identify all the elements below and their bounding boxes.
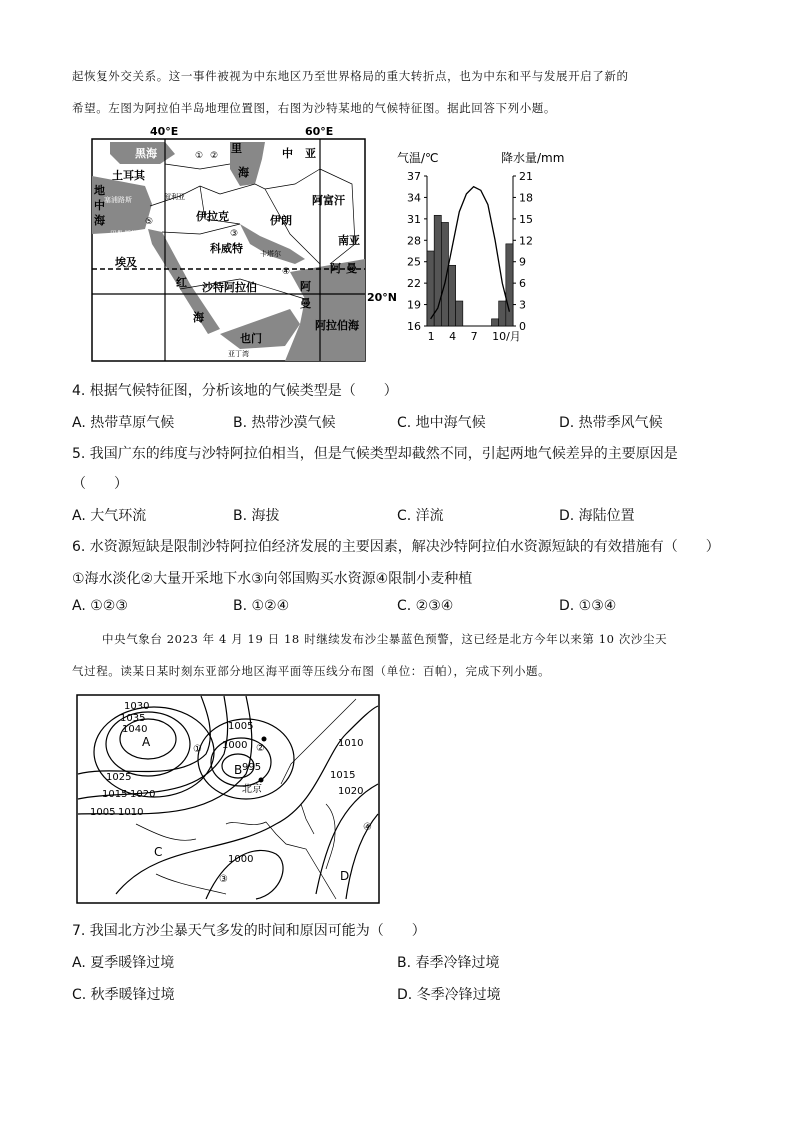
passage2-line2: 气过程。读某日某时刻东亚部分地区海平面等压线分布图（单位：百帕），完成下列小题。 [72, 664, 551, 678]
mark-4: ④ [363, 822, 372, 833]
label-iraq: 伊拉克 [196, 210, 229, 223]
isobar-1000-b: 1000 [228, 854, 254, 865]
passage1-line2: 希望。左图为阿拉伯半岛地理位置图，右图为沙特某地的气候特征图。据此回答下列小题。 [72, 101, 556, 115]
q7-option-a[interactable]: A. 夏季暖锋过境 [72, 955, 175, 971]
temp-tick-label: 19 [407, 298, 421, 312]
label-caspian-2: 海 [238, 166, 249, 179]
isobar-1010-b: 1010 [338, 738, 364, 749]
precip-bar [441, 222, 448, 326]
precip-axis-label: 降水量/mm [501, 151, 565, 165]
q5-stem: 5. 我国广东的纬度与沙特阿拉伯相当，但是气候类型却截然不同，引起两地气候差异的主要原因是 [72, 446, 678, 462]
isobar-1025: 1025 [106, 772, 132, 783]
isobar-1040: 1040 [122, 724, 148, 735]
lon-40-label: 40°E [150, 125, 179, 138]
letter-b: B [234, 763, 243, 777]
x-tick-label: 1 [427, 330, 435, 343]
label-caspian: 里 [231, 142, 242, 155]
label-aden: 亚丁湾 [228, 350, 249, 358]
isobar-1000: 1000 [222, 740, 248, 751]
x-tick-label: 10/月 [492, 330, 521, 343]
climate-chart [395, 148, 585, 348]
label-black-sea: 黑海 [135, 147, 157, 160]
mark-2: ② [210, 151, 219, 161]
temp-tick-label: 31 [407, 212, 421, 226]
isobar-995: 995 [242, 762, 262, 773]
label-cyprus: 塞浦路斯 [104, 196, 132, 204]
label-kuwait: 科威特 [210, 242, 243, 255]
precip-bar [506, 244, 513, 326]
isobar-1005-b: 1005 [228, 721, 254, 732]
isobar-1030: 1030 [124, 701, 150, 712]
precip-tick-label: 9 [519, 255, 526, 269]
label-red-1: 红 [176, 276, 187, 289]
q7-stem: 7. 我国北方沙尘暴天气多发的时间和原因可能为（ ） [72, 923, 426, 939]
q6-option-b[interactable]: B. ①②④ [233, 598, 290, 614]
passage2-line1: 中央气象台 2023 年 4 月 19 日 18 时继续发布沙尘暴蓝色预警，这已经是北方今年以来第 10 次沙尘天 [102, 632, 668, 646]
letter-a: A [142, 735, 151, 749]
precip-bar [499, 301, 506, 326]
letter-d: D [340, 869, 350, 883]
label-central-asia: 中 [282, 147, 293, 160]
label-egypt: 埃及 [115, 256, 137, 269]
label-qatar: 卡塔尔 [260, 250, 281, 258]
passage1-line1: 起恢复外交关系。这一事件被视为中东地区乃至世界格局的重大转折点，也为中东和平与发展开启了新的 [72, 69, 629, 83]
precip-bar [492, 319, 499, 326]
label-turkey: 土耳其 [112, 169, 145, 182]
q5-option-b[interactable]: B. 海拔 [233, 508, 280, 524]
label-red-2: 海 [193, 311, 204, 324]
temp-tick-label: 28 [407, 234, 421, 248]
x-tick-label: 4 [449, 330, 457, 343]
label-central-asia-2: 亚 [305, 147, 316, 160]
label-oman-2: 曼 [300, 297, 311, 310]
isobar-1015: 1015 [102, 789, 128, 800]
label-med-3: 海 [94, 214, 105, 227]
q5-option-a[interactable]: A. 大气环流 [72, 508, 147, 524]
label-saudi: 沙特阿拉伯 [202, 281, 257, 294]
isobar-1020-b: 1020 [338, 786, 364, 797]
label-syria: 叙利亚 [164, 193, 185, 201]
label-yemen: 也门 [240, 332, 262, 345]
precip-bar [456, 301, 463, 326]
q4-option-d[interactable]: D. 热带季风气候 [559, 415, 663, 431]
q7-option-b[interactable]: B. 春季冷锋过境 [397, 955, 500, 971]
q7-option-d[interactable]: D. 冬季冷锋过境 [397, 987, 501, 1003]
q5-option-c[interactable]: C. 洋流 [397, 508, 444, 524]
mark-4: ④ [282, 267, 291, 277]
isobar-1015-b: 1015 [330, 770, 356, 781]
precip-tick-label: 21 [519, 170, 533, 183]
precip-tick-label: 3 [519, 298, 526, 312]
x-tick-label: 7 [470, 330, 478, 343]
precip-tick-label: 6 [519, 277, 526, 291]
isobar-map [76, 694, 380, 904]
temp-tick-label: 34 [407, 191, 421, 205]
precip-bar [434, 215, 441, 326]
precip-tick-label: 12 [519, 234, 533, 248]
q6-stem: 6. 水资源短缺是限制沙特阿拉伯经济发展的主要因素，解决沙特阿拉伯水资源短缺的有效措施有（ ） [72, 539, 720, 555]
temp-tick-label: 22 [407, 277, 421, 291]
precip-tick-label: 0 [519, 320, 526, 333]
temp-tick-label: 25 [407, 255, 421, 269]
q7-option-c[interactable]: C. 秋季暖锋过境 [72, 987, 175, 1003]
mark-2: ② [256, 743, 265, 754]
isobar-1020: 1020 [130, 789, 156, 800]
q4-option-a[interactable]: A. 热带草原气候 [72, 415, 175, 431]
q6-option-a[interactable]: A. ①②③ [72, 598, 128, 614]
mark-3: ③ [230, 229, 239, 239]
label-palestine: 巴勒斯坦 [110, 230, 138, 238]
arabian-peninsula-map [90, 124, 398, 364]
label-oman-gulf-1: 阿 [330, 262, 341, 275]
letter-c: C [154, 845, 163, 859]
precip-tick-label: 18 [519, 191, 533, 205]
temp-tick-label: 37 [407, 170, 421, 183]
mark-5: ⑤ [145, 217, 154, 227]
label-med-2: 中 [94, 199, 105, 212]
isobar-1005: 1005 [90, 807, 116, 818]
temp-axis-label: 气温/℃ [397, 151, 439, 165]
label-oman-1: 阿 [300, 280, 311, 293]
lon-60-label: 60°E [305, 125, 334, 138]
label-beijing: 北京 [242, 784, 262, 795]
q5-option-d[interactable]: D. 海陆位置 [559, 508, 635, 524]
isobar-1010: 1010 [118, 807, 144, 818]
label-iran: 伊朗 [270, 214, 292, 227]
q4-option-c[interactable]: C. 地中海气候 [397, 415, 486, 431]
lat-20-label: 20°N [367, 291, 398, 304]
isobar-1035: 1035 [120, 713, 146, 724]
label-afghanistan: 阿富汗 [312, 194, 345, 207]
q6-option-c[interactable]: C. ②③④ [397, 598, 454, 614]
mark-1: ① [195, 151, 204, 161]
label-south-asia: 南亚 [338, 234, 360, 247]
label-med-1: 地 [94, 184, 105, 197]
mark-1: ① [193, 744, 202, 755]
precip-tick-label: 15 [519, 212, 533, 226]
mark-3: ③ [219, 874, 228, 885]
precip-bar [449, 265, 456, 326]
q4-option-b[interactable]: B. 热带沙漠气候 [233, 415, 336, 431]
label-arabian-sea: 阿拉伯海 [315, 319, 359, 332]
q5-stem-2: （ ） [72, 476, 128, 492]
temp-tick-label: 16 [407, 320, 421, 333]
label-oman-gulf-2: 曼 [346, 262, 357, 275]
q6-option-d[interactable]: D. ①③④ [559, 598, 617, 614]
q6-stem-2: ①海水淡化②大量开采地下水③向邻国购买水资源④限制小麦种植 [72, 571, 473, 587]
q4-stem: 4. 根据气候特征图，分析该地的气候类型是（ ） [72, 383, 398, 399]
